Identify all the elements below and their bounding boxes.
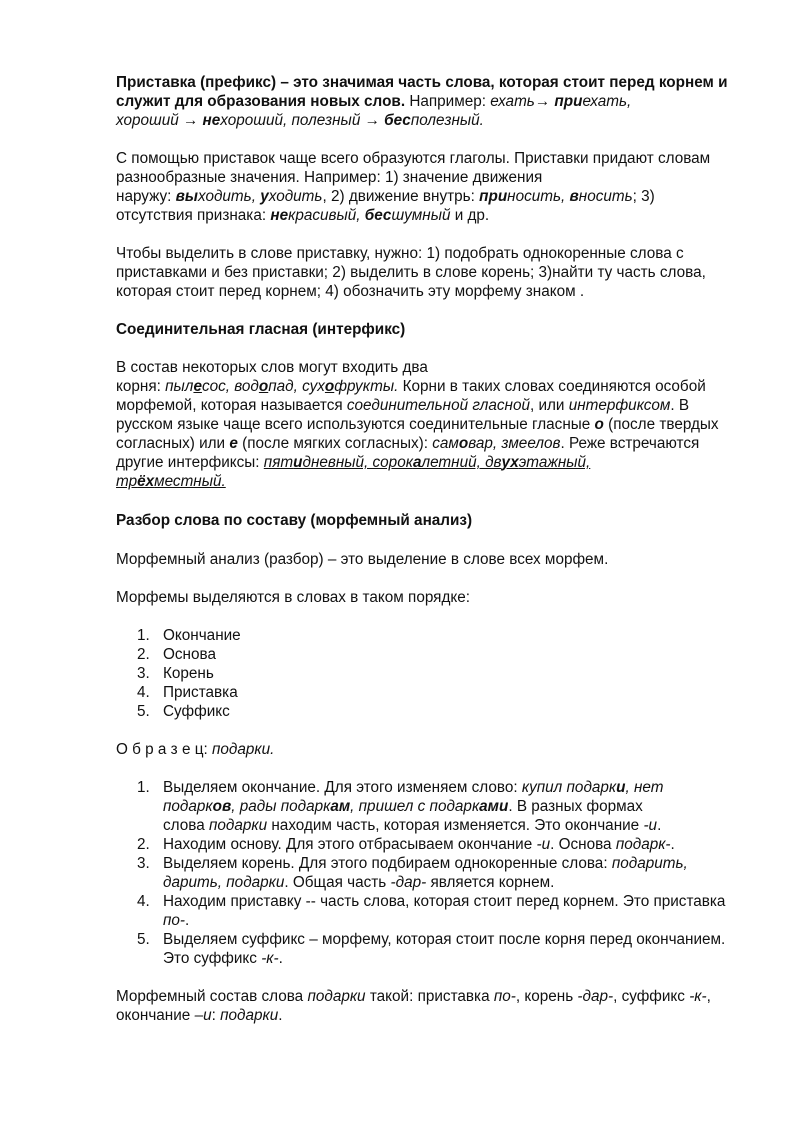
list-item: 5. Суффикс (137, 703, 230, 720)
prefix-highlight: бес (384, 112, 411, 129)
example-word: хороший, полезный (220, 112, 361, 129)
heading-text: Соединительная гласная (интерфикс) (116, 321, 406, 338)
example-word: подарки. (211, 741, 275, 758)
text: , 2) движение внутрь: (322, 188, 480, 205)
example-word: самовар, змеелов (432, 435, 561, 452)
list-item: 4. Приставка (137, 684, 238, 701)
prefix-highlight: при (479, 188, 508, 205)
text: и др. (450, 207, 490, 224)
text: . Реже встречаются другие интерфиксы: (116, 435, 700, 471)
prefix-highlight: в (569, 188, 579, 205)
list-item: 1. Выделяем окончание. Для этого изменяем слово: купил подарки, нет подарков, рады подаркам, пришел с подарками. В разных формах слова подарки находим часть, которая изменяется. Это окончание -и. (137, 779, 664, 834)
list-item: 2. Основа (137, 646, 216, 663)
text: ; 3) (632, 188, 655, 205)
text: . В русском языке чаще всего используются соединительные гласные (116, 397, 690, 433)
text: Например: (405, 93, 491, 110)
example-word: носить, (507, 188, 570, 205)
example-word: полезный. (410, 112, 484, 129)
term: соединительной гласной (346, 397, 530, 414)
example-word: шумный (391, 207, 451, 224)
text: корня: (116, 378, 166, 395)
vowel-highlight: е (229, 435, 238, 452)
text: (после мягких согласных): (237, 435, 433, 452)
text: (после твердых согласных) или (116, 416, 719, 452)
paragraph-prefix-usage (116, 149, 746, 225)
text: наружу: (116, 188, 176, 205)
prefix-highlight: вы (175, 188, 198, 205)
list-item: 1. Окончание (137, 627, 241, 644)
example-word: ехать (490, 93, 535, 110)
example-word: ходить (268, 188, 323, 205)
analysis-steps-list (116, 778, 746, 968)
paragraph-analysis-definition: Морфемный анализ (разбор) – это выделение в слове всех морфем. (116, 551, 609, 568)
paragraph-summary: Морфемный состав слова подарки такой: приставка по-, корень -дар-, суффикс -к-, окончание –и: подарки. (116, 988, 711, 1024)
list-item: 5. Выделяем суффикс – морфему, которая стоит после корня перед окончанием. Это суффикс -к-. (137, 931, 726, 967)
text: , или (529, 397, 569, 414)
prefix-highlight: у (260, 188, 269, 205)
list-item: 4. Находим приставку -- часть слова, которая стоит перед корнем. Это приставка по-. (137, 893, 726, 929)
paragraph-order-intro: Морфемы выделяются в словах в таком порядке: (116, 589, 470, 606)
list-item: 2. Находим основу. Для этого отбрасываем окончание -и. Основа подарк-. (137, 836, 675, 853)
text: О б р а з е ц: (116, 741, 212, 758)
paragraph-prefix-method: Чтобы выделить в слове приставку, нужно: 1) подобрать однокоренные слова с приставками и без приставки; 2) выделить в слове корень; 3)найти ту часть слова, которая стоит перед корнем; 4) обозначить эту морфему знаком . (116, 245, 706, 300)
paragraph-interfix (116, 358, 746, 491)
term: интерфиксом (568, 397, 671, 414)
text: С помощью приставок чаще всего образуются глаголы. Приставки придают словам разнообразные значения. Например: 1) значение движения (116, 150, 711, 186)
list-item: 3. Выделяем корень. Для этого подбираем однокоренные слова: подарить, дарить, подарки. Общая часть -дар- является корнем. (137, 855, 688, 891)
example-word: ехать, (582, 93, 632, 110)
prefix-highlight: бес (364, 207, 392, 224)
prefix-highlight: при (554, 93, 583, 110)
heading-interfix (116, 320, 746, 339)
heading-morphemic-analysis (116, 511, 746, 530)
vowel-highlight: о (594, 416, 604, 433)
heading-text: Разбор слова по составу (морфемный анализ) (116, 512, 473, 529)
morpheme-order-list (116, 626, 746, 721)
prefix-highlight: не (270, 207, 289, 224)
arrow: → (178, 112, 203, 129)
sample-line (116, 740, 746, 759)
arrow: → (360, 112, 385, 129)
example-word: пылесос, водопад, сухофрукты. (165, 378, 399, 395)
example-word: ходить, (197, 188, 261, 205)
arrow: → (534, 93, 555, 110)
text: В состав некоторых слов могут входить два (116, 359, 428, 376)
text: Корни в таких словах соединяются особой морфемой, которая называется (116, 378, 706, 414)
text: отсутствия признака: (116, 207, 271, 224)
paragraph-prefix-definition (116, 73, 746, 130)
list-item: 3. Корень (137, 665, 214, 682)
example-word: красивый, (288, 207, 365, 224)
prefix-definition: Приставка (префикс) – это значимая часть слова, которая стоит перед корнем и служит для образования новых слов. (116, 74, 728, 110)
example-word: пятидневный, сорокалетний, двухэтажный, трёхместный. (116, 454, 591, 490)
document-page (116, 73, 746, 1025)
example-word: хороший (116, 112, 179, 129)
example-word: носить (578, 188, 633, 205)
prefix-highlight: не (202, 112, 221, 129)
